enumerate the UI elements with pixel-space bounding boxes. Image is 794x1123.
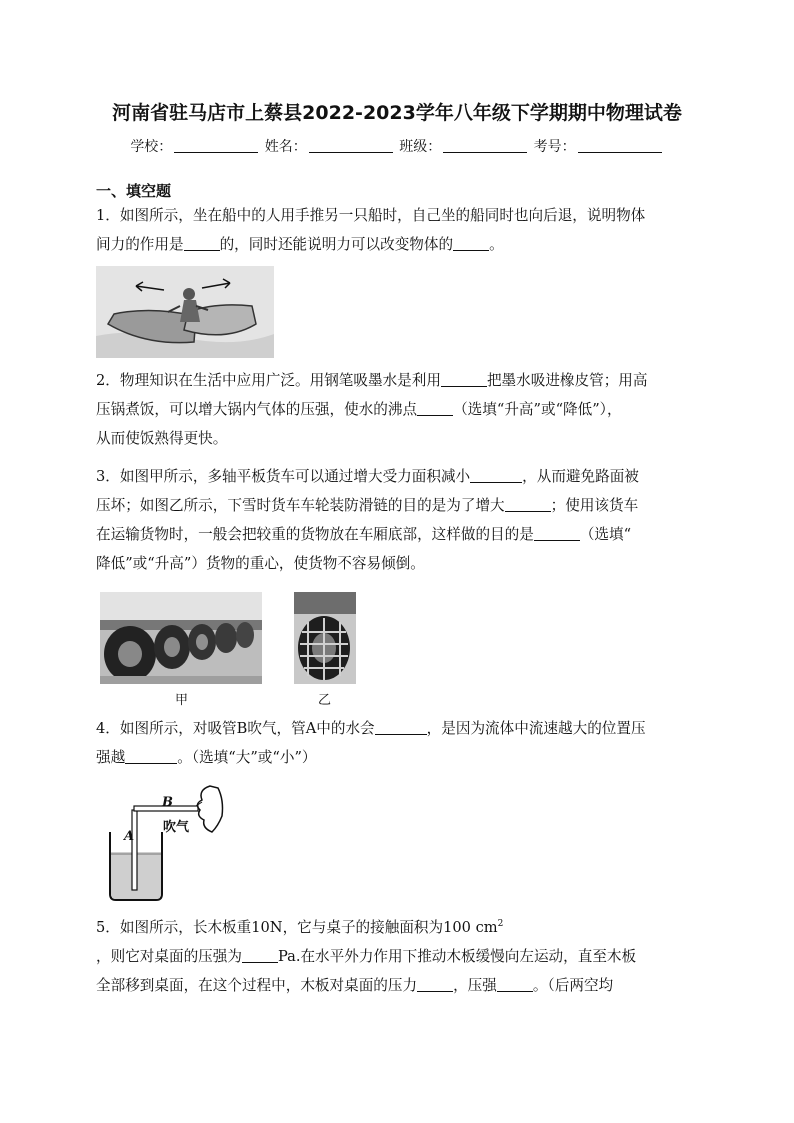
- name-blank: [309, 140, 393, 153]
- answer-blank: [534, 527, 580, 541]
- name-label: 姓名：: [264, 139, 307, 155]
- q3-line-2: 压坏；如图乙所示，下雪时货车车轮装防滑链的目的是为了增大 ；使用该货车: [96, 497, 639, 514]
- answer-blank: [125, 750, 177, 764]
- q5-line-1: 5．如图所示，长木板重10N，它与桌子的接触面积为100 $cm^2$: [96, 918, 504, 936]
- answer-blank: [184, 237, 220, 251]
- answer-blank: [505, 498, 551, 512]
- truck-figure-jia: [100, 592, 262, 684]
- caption-yi: 乙: [318, 693, 332, 708]
- caption-jia: 甲: [175, 693, 189, 708]
- student-info-line: [0, 136, 794, 156]
- answer-blank: [470, 469, 522, 483]
- q2-line-3: 从而使饭熟得更快。: [96, 430, 228, 447]
- class-blank: [443, 140, 527, 153]
- q5-line-2: ，则它对桌面的压强为 Pa.在水平外力作用下推动木板缓慢向左运动，直至木板: [96, 947, 637, 965]
- q2-line-1: 2．物理知识在生活中应用广泛。用钢笔吸墨水是利用 把墨水吸进橡皮管；用高: [96, 372, 648, 389]
- answer-blank: [417, 978, 453, 992]
- question-3: [96, 462, 700, 578]
- q1-line-2: 间力的作用是 的，同时还能说明力可以改变物体的 。: [96, 236, 504, 253]
- q5-line-3: 全部移到桌面，在这个过程中，木板对桌面的压力 ，压强 。（后两空均: [96, 976, 614, 994]
- exam-title: 河南省驻马店市上蔡县2022-2023学年八年级下学期期中物理试卷: [112, 102, 682, 124]
- answer-blank: [375, 721, 427, 735]
- boat-figure: [96, 266, 274, 358]
- q4-line-1: 4．如图所示，对吸管B吹气，管A中的水会 ，是因为流体中流速越大的位置压: [96, 720, 646, 737]
- q4-line-2: 强越 。（选填“大”或“小”）: [96, 749, 317, 766]
- answer-blank: [497, 978, 533, 992]
- label-blow: 吹气: [163, 820, 190, 835]
- section-heading: 一、填空题: [96, 182, 172, 200]
- school-blank: [174, 140, 258, 153]
- question-2: [96, 366, 700, 453]
- truck-figure-yi: [294, 592, 356, 684]
- class-label: 班级：: [399, 139, 442, 155]
- answer-blank: [441, 373, 487, 387]
- q1-line-1: 1．如图所示，坐在船中的人用手推另一只船时，自己坐的船同时也向后退，说明物体: [96, 207, 646, 224]
- question-4: [96, 714, 700, 772]
- answer-blank: [417, 402, 453, 416]
- number-blank: [578, 140, 662, 153]
- number-label: 考号：: [533, 139, 576, 155]
- q3-line-4: 降低”或“升高”）货物的重心，使货物不容易倾倒。: [96, 555, 425, 572]
- question-5: [96, 910, 700, 1000]
- label-a: A: [124, 829, 135, 844]
- q2-line-2: 压锅煮饭，可以增大锅内气体的压强，使水的沸点 （选填“升高”或“降低”），: [96, 401, 622, 418]
- label-b: B: [162, 795, 173, 810]
- answer-blank: [453, 237, 489, 251]
- answer-blank: [242, 949, 278, 963]
- q3-line-1: 3．如图甲所示，多轴平板货车可以通过增大受力面积减小 ，从而避免路面被: [96, 468, 639, 485]
- q3-line-3: 在运输货物时，一般会把较重的货物放在车厢底部，这样做的目的是 （选填“: [96, 526, 632, 543]
- school-label: 学校：: [130, 139, 173, 155]
- question-1: [96, 201, 700, 259]
